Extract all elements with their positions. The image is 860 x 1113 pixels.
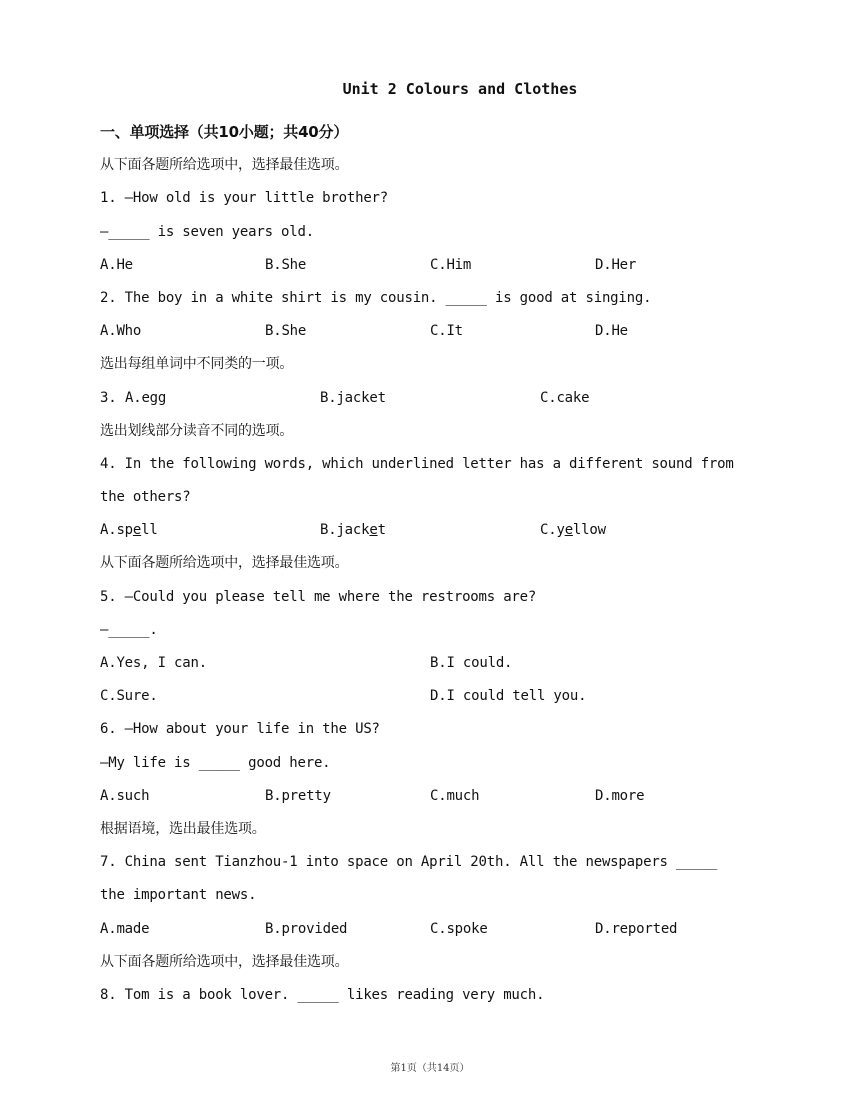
underlined-letter: e <box>369 522 378 539</box>
question-2-options <box>100 315 760 348</box>
option-c[interactable]: C.cake <box>540 389 590 406</box>
question-1-options <box>100 249 760 282</box>
question-6-stem: 6. —How about your life in the US? <box>100 721 380 738</box>
option-b[interactable]: B.I could. <box>430 655 513 671</box>
question-7-options <box>100 913 760 946</box>
option-a[interactable]: A.such <box>100 787 150 804</box>
option-b[interactable]: B.pretty <box>265 787 331 804</box>
option-a[interactable]: A.Yes, I can. <box>100 655 207 671</box>
option-b[interactable]: B.jacket <box>320 389 386 406</box>
question-3-number: 3. <box>100 389 117 406</box>
instruction: 从下面各题所给选项中，选择最佳选项。 <box>100 953 349 970</box>
instruction: 从下面各题所给选项中，选择最佳选项。 <box>100 555 349 572</box>
option-b[interactable]: B.jacket <box>320 522 386 539</box>
option-a[interactable]: A.spell <box>100 522 158 539</box>
option-d[interactable]: D.He <box>595 323 628 340</box>
question-1-stem-line2: —_____ is seven years old. <box>100 223 314 240</box>
question-6-options <box>100 780 760 813</box>
option-a[interactable]: A.Who <box>100 323 142 340</box>
option-d[interactable]: D.more <box>595 787 645 804</box>
question-2-stem: 2. The boy in a white shirt is my cousin. _____ is good at singing. <box>100 289 652 306</box>
question-list <box>100 116 760 1012</box>
instruction: 选出每组单词中不同类的一项。 <box>100 356 294 373</box>
instruction: 从下面各题所给选项中，选择最佳选项。 <box>100 157 349 174</box>
option-c[interactable]: C.Him <box>430 256 472 273</box>
option-d[interactable]: D.reported <box>595 920 678 937</box>
instruction: 根据语境，选出最佳选项。 <box>100 820 266 837</box>
question-7-stem: 7. China sent Tianzhou-1 into space on April 20th. All the newspapers _____ <box>100 854 718 871</box>
question-3-options <box>100 382 760 415</box>
question-6-stem-line2: —My life is _____ good here. <box>100 754 331 771</box>
option-a[interactable]: A.made <box>100 920 150 937</box>
option-c[interactable]: C.yellow <box>540 522 606 539</box>
option-c[interactable]: C.It <box>430 323 463 340</box>
option-a[interactable]: A.egg <box>125 389 167 406</box>
underlined-letter: e <box>132 522 142 539</box>
option-c[interactable]: C.spoke <box>430 920 488 937</box>
question-8-stem: 8. Tom is a book lover. _____ likes reading very much. <box>100 986 545 1003</box>
question-4-stem-line2: the others? <box>100 489 191 506</box>
option-c[interactable]: C.Sure. <box>100 688 158 705</box>
option-a[interactable]: A.He <box>100 256 133 273</box>
option-d[interactable]: D.I could tell you. <box>430 688 587 705</box>
option-b[interactable]: B.She <box>265 256 307 273</box>
option-b[interactable]: B.She <box>265 323 307 340</box>
section-heading: 一、单项选择（共10小题；共40分） <box>100 123 349 141</box>
question-5-options-row2 <box>100 680 760 713</box>
underlined-letter: e <box>564 522 573 539</box>
question-5-stem: 5. —Could you please tell me where the restrooms are? <box>100 588 537 605</box>
page-footer: 第1页（共14页） <box>390 1063 470 1074</box>
question-5-options-row1 <box>100 647 760 680</box>
question-1-stem: 1. —How old is your little brother? <box>100 190 389 207</box>
question-5-stem-line2: —_____. <box>100 621 158 638</box>
question-4-options <box>100 514 760 547</box>
instruction: 选出划线部分读音不同的选项。 <box>100 422 294 439</box>
question-4-stem: 4. In the following words, which underlined letter has a different sound from <box>100 455 734 472</box>
option-b[interactable]: B.provided <box>265 920 348 937</box>
option-c[interactable]: C.much <box>430 787 480 804</box>
question-7-stem-line2: the important news. <box>100 887 257 904</box>
option-d[interactable]: D.Her <box>595 256 637 273</box>
document-title: Unit 2 Colours and Clothes <box>342 80 578 98</box>
